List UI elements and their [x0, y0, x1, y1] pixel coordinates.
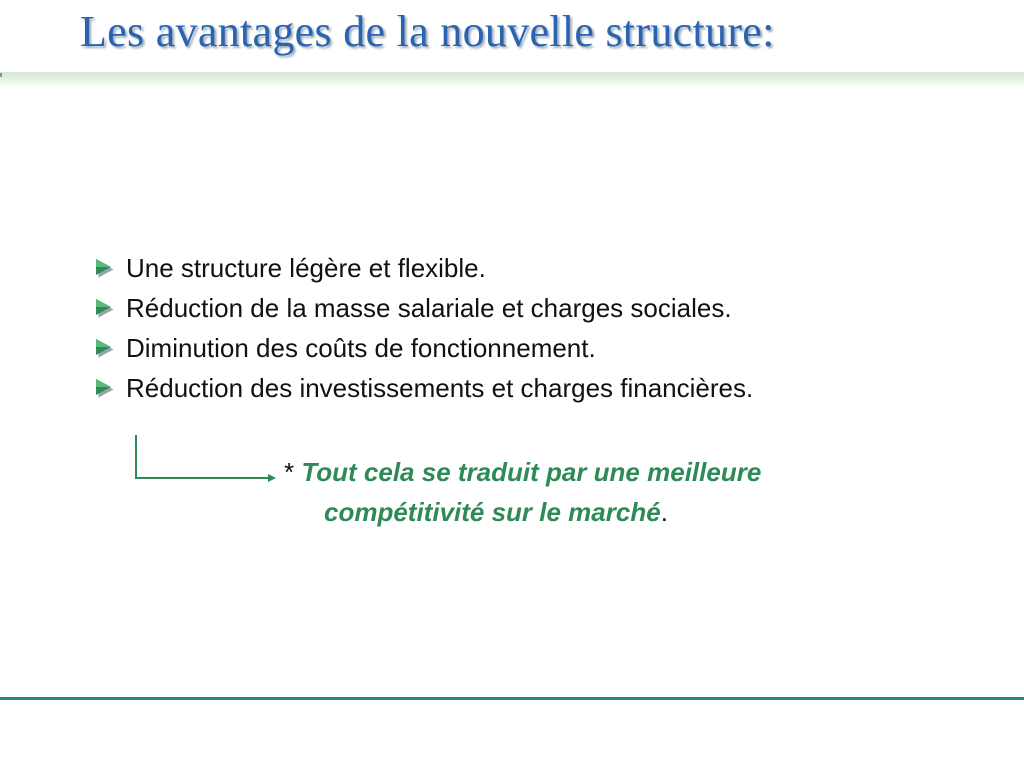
bullet-item	[92, 328, 753, 368]
slide-title: Les avantages de la nouvelle structure:	[80, 7, 775, 56]
conclusion-emphasis-2: compétitivité sur le marché	[324, 497, 661, 527]
bullet-item	[92, 248, 753, 288]
conclusion-note	[284, 452, 761, 532]
asterisk: *	[284, 457, 302, 487]
title-underline-band	[0, 72, 1024, 88]
arrow-bullet-icon	[92, 377, 114, 399]
arrow-bullet-icon	[92, 257, 114, 279]
conclusion-line-2	[284, 492, 761, 532]
conclusion-line-1	[284, 452, 761, 492]
conclusion-emphasis-1: Tout cela se traduit par une meilleure	[301, 457, 762, 487]
bullet-text: Une structure légère et flexible.	[126, 252, 486, 283]
bullet-text: Diminution des coûts de fonctionnement.	[126, 332, 596, 363]
title-band-tick	[0, 73, 2, 77]
bullet-list	[92, 248, 753, 408]
bullet-item	[92, 368, 753, 408]
arrow-bullet-icon	[92, 337, 114, 359]
arrow-bullet-icon	[92, 297, 114, 319]
footer-divider	[0, 697, 1024, 700]
bullet-item	[92, 288, 753, 328]
connector-arrow-icon	[128, 432, 278, 488]
bullet-text: Réduction de la masse salariale et charges sociales.	[126, 292, 732, 323]
bullet-text: Réduction des investissements et charges financières.	[126, 372, 754, 403]
conclusion-period: .	[660, 497, 668, 527]
